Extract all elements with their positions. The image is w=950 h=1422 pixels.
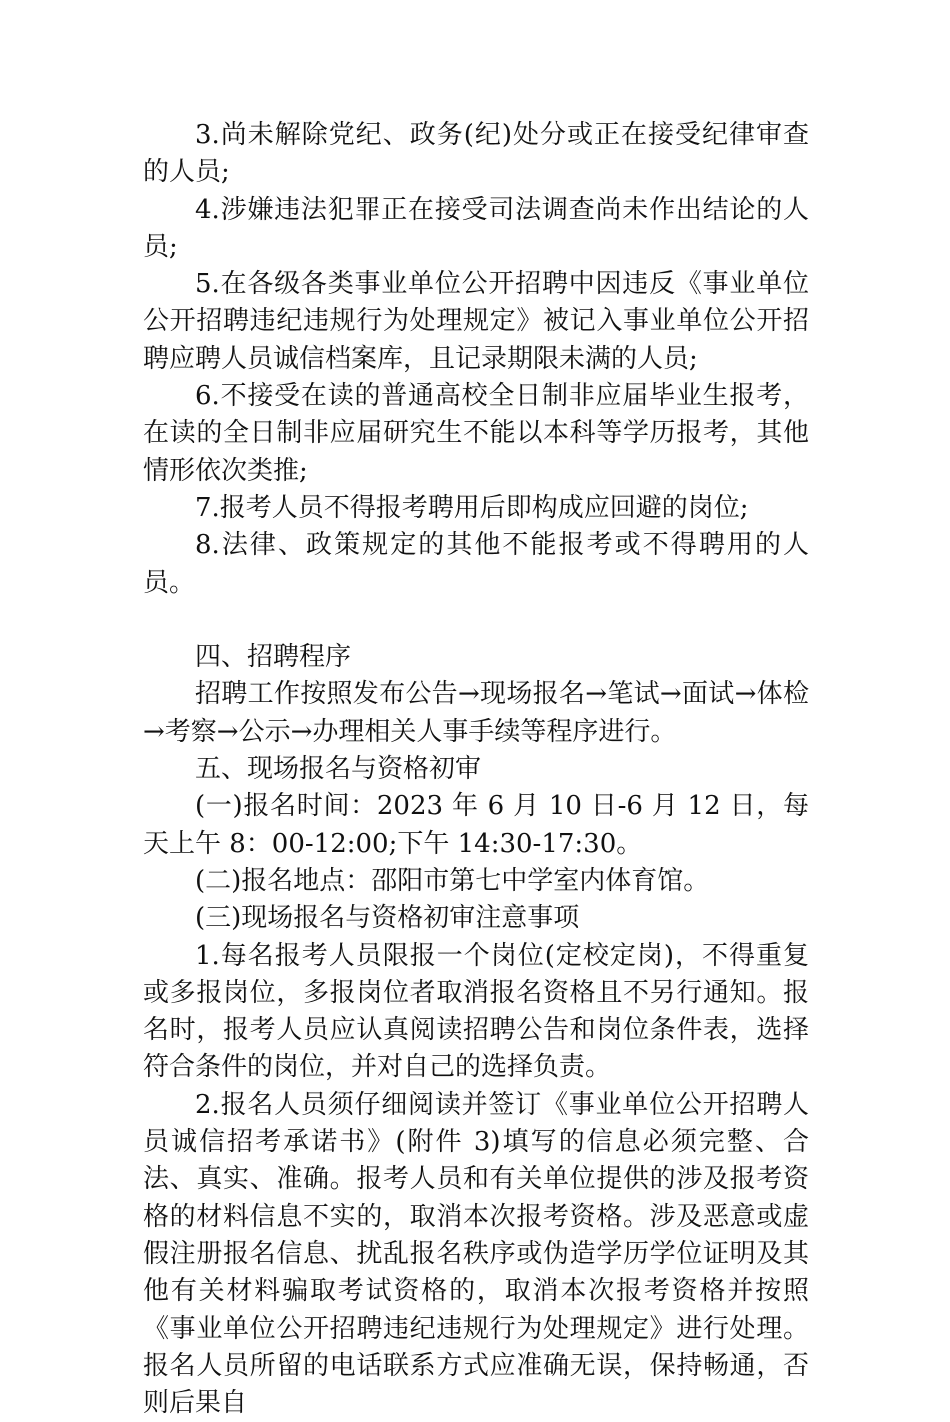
paragraph-disqualification-8: 8.法律、政策规定的其他不能报考或不得聘用的人员。 [143, 530, 809, 598]
section-spacer [143, 602, 809, 639]
paragraph-note-1: 1.每名报考人员限报一个岗位(定校定岗)，不得重复或多报岗位，多报岗位者取消报名资格且不另行通知。报名时，报考人员应认真阅读招聘公告和岗位条件表，选择符合条件的岗位，并对自己的选择负责。 [143, 940, 809, 1083]
section-heading-recruitment-procedure: 四、招聘程序 [195, 642, 352, 673]
paragraph-disqualification-5: 5.在各级各类事业单位公开招聘中因违反《事业单位公开招聘违纪违规行为处理规定》被记入事业单位公开招聘应聘人员诚信档案库，且记录期限未满的人员; [143, 269, 809, 374]
document-body [143, 117, 809, 1422]
paragraph-disqualification-3: 3.尚未解除党纪、政务(纪)处分或正在接受纪律审查的人员; [143, 120, 809, 188]
paragraph-disqualification-7: 7.报考人员不得报考聘用后即构成应回避的岗位; [195, 492, 749, 523]
paragraph-note-2: 2.报名人员须仔细阅读并签订《事业单位公开招聘人员诚信招考承诺书》(附件 3)填写的信息必须完整、合法、真实、准确。报考人员和有关单位提供的涉及报考资格的材料信息不实的，取消本次报考资格。涉及恶意或虚假注册报名信息、扰乱报名秩序或伪造学历学位证明及其他有关材料骗取考试资格的，取消本次报考资格并按照《事业单位公开招聘违纪违规行为处理规定》进行处理。报名人员所留的电话联系方式应准确无误，保持畅通，否则后果自 [143, 1089, 809, 1419]
paragraph-disqualification-4: 4.涉嫌违法犯罪正在接受司法调查尚未作出结论的人员; [143, 194, 809, 262]
paragraph-procedure-steps: 招聘工作按照发布公告→现场报名→笔试→面试→体检→考察→公示→办理相关人事手续等程序进行。 [143, 679, 809, 747]
section-heading-registration: 五、现场报名与资格初审 [195, 754, 482, 785]
paragraph-registration-notes-title: (三)现场报名与资格初审注意事项 [195, 903, 580, 934]
paragraph-registration-time: (一)报名时间：2023 年 6 月 10 日-6 月 12 日，每天上午 8：00-12:00;下午 14:30-17:30。 [143, 791, 809, 859]
paragraph-disqualification-6: 6.不接受在读的普通高校全日制非应届毕业生报考，在读的全日制非应届研究生不能以本科等学历报考，其他情形依次类推; [143, 381, 809, 486]
paragraph-registration-location: (二)报名地点：邵阳市第七中学室内体育馆。 [195, 865, 710, 896]
